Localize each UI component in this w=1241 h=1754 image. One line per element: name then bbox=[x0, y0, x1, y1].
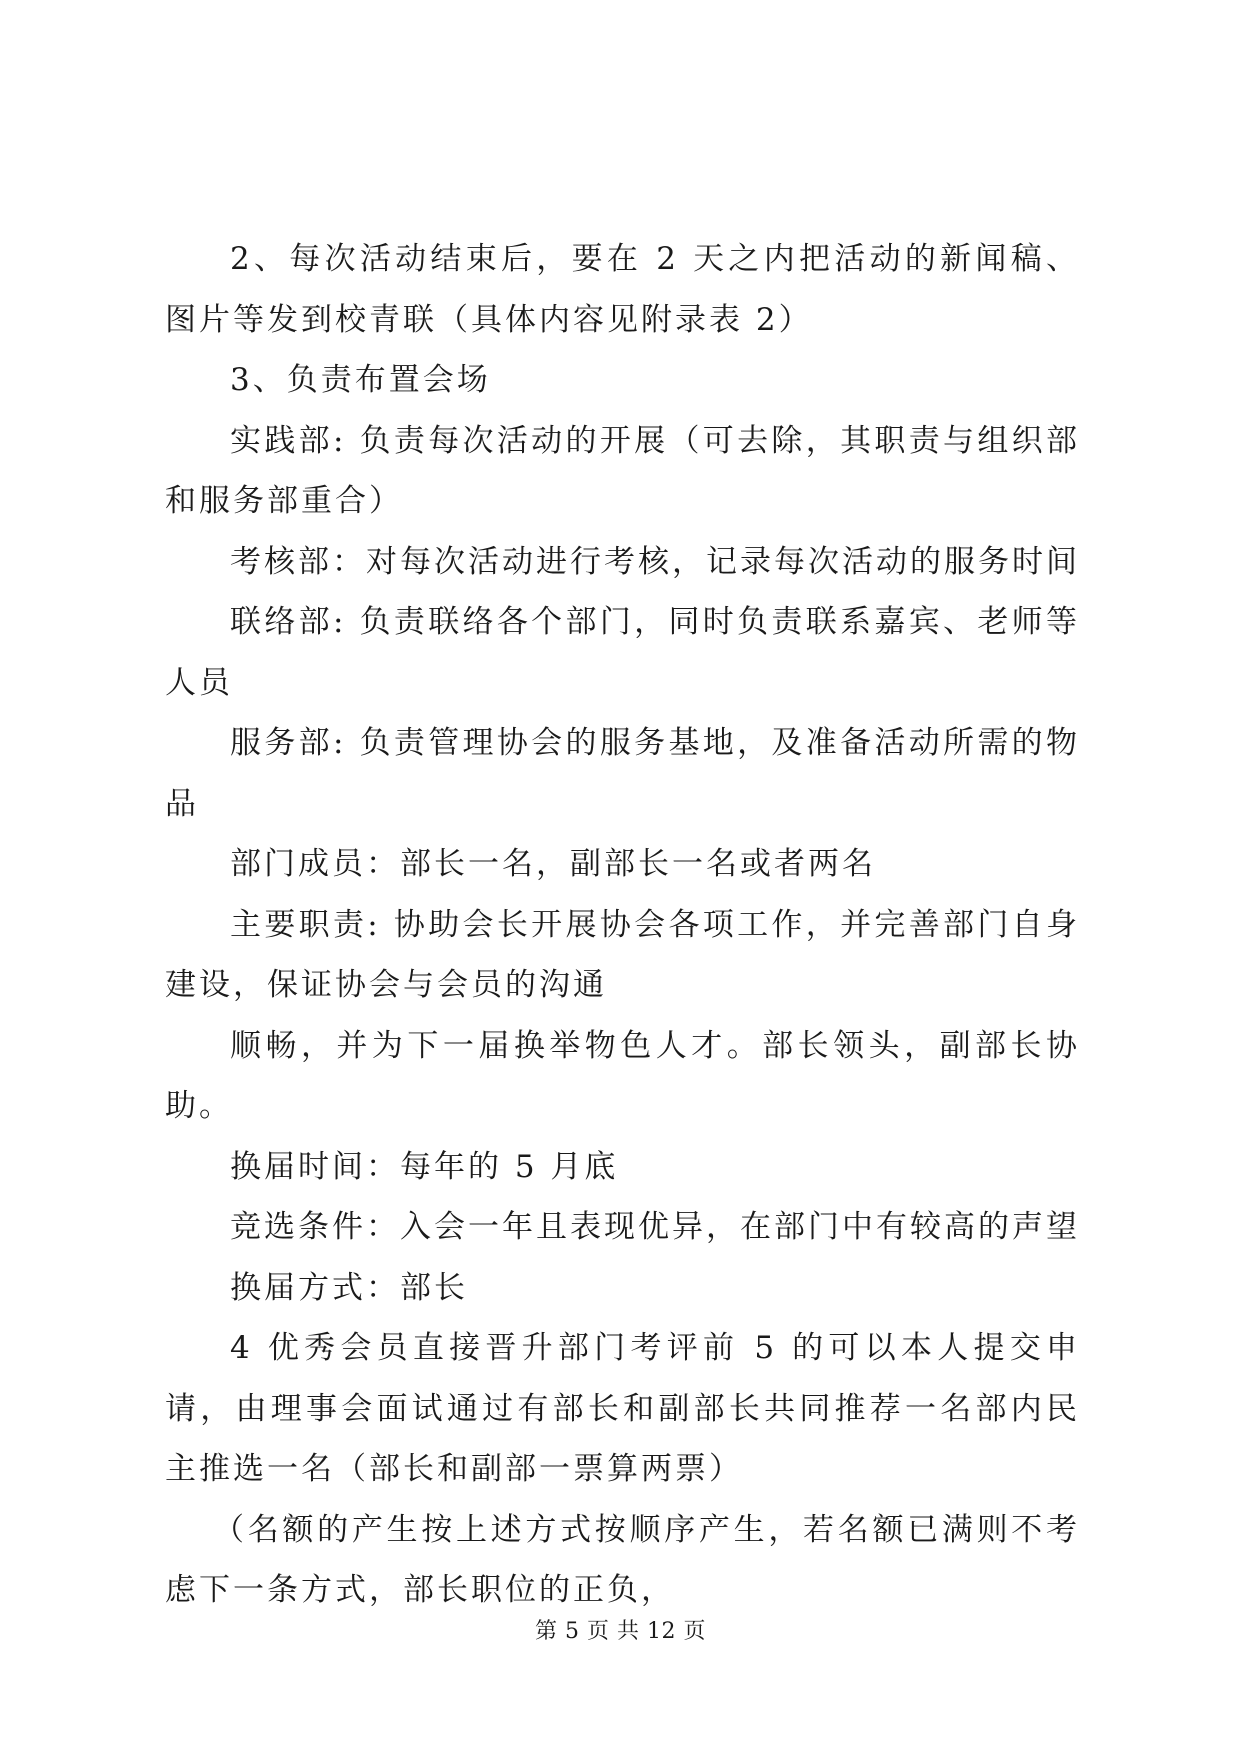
body-text bbox=[165, 229, 1080, 1621]
paragraph: 竞选条件：入会一年且表现优异，在部门中有较高的声望 bbox=[230, 1209, 1080, 1245]
page-footer: 第 5 页 共 12 页 bbox=[535, 1619, 706, 1644]
paragraph: 考核部：对每次活动进行考核，记录每次活动的服务时间 bbox=[230, 543, 1080, 580]
paragraph: 联络部: 负责联络各个部门，同时负责联系嘉宾、老师等人员 bbox=[165, 604, 1080, 701]
paragraph: 4 优秀会员直接晋升部门考评前 5 的可以本人提交申请，由理事会面试通过有部长和副部长共同推荐一名部内民主推选一名（部长和副部一票算两票） bbox=[165, 1330, 1080, 1487]
paragraph: 换届方式：部长 bbox=[230, 1269, 468, 1306]
paragraph: 部门成员：部长一名，副部长一名或者两名 bbox=[230, 846, 876, 882]
paragraph: 实践部: 负责每次活动的开展（可去除，其职责与组织部和服务部重合） bbox=[165, 422, 1080, 519]
paragraph: 2、每次活动结束后，要在 2 天之内把活动的新闻稿、图片等发到校青联（具体内容见附录表 2） bbox=[165, 241, 1080, 338]
paragraph: 主要职责: 协助会长开展协会各项工作，并完善部门自身建设，保证协会与会员的沟通 bbox=[165, 906, 1080, 1003]
paragraph: 顺畅，并为下一届换举物色人才。部长领头，副部长协助。 bbox=[165, 1027, 1080, 1124]
paragraph: （名额的产生按上述方式按顺序产生，若名额已满则不考虑下一条方式，部长职位的正负， bbox=[165, 1511, 1080, 1608]
paragraph: 3、负责布置会场 bbox=[230, 362, 491, 398]
paragraph: 换届时间：每年的 5 月底 bbox=[230, 1148, 619, 1185]
paragraph: 服务部: 负责管理协会的服务基地，及准备活动所需的物品 bbox=[165, 725, 1080, 822]
